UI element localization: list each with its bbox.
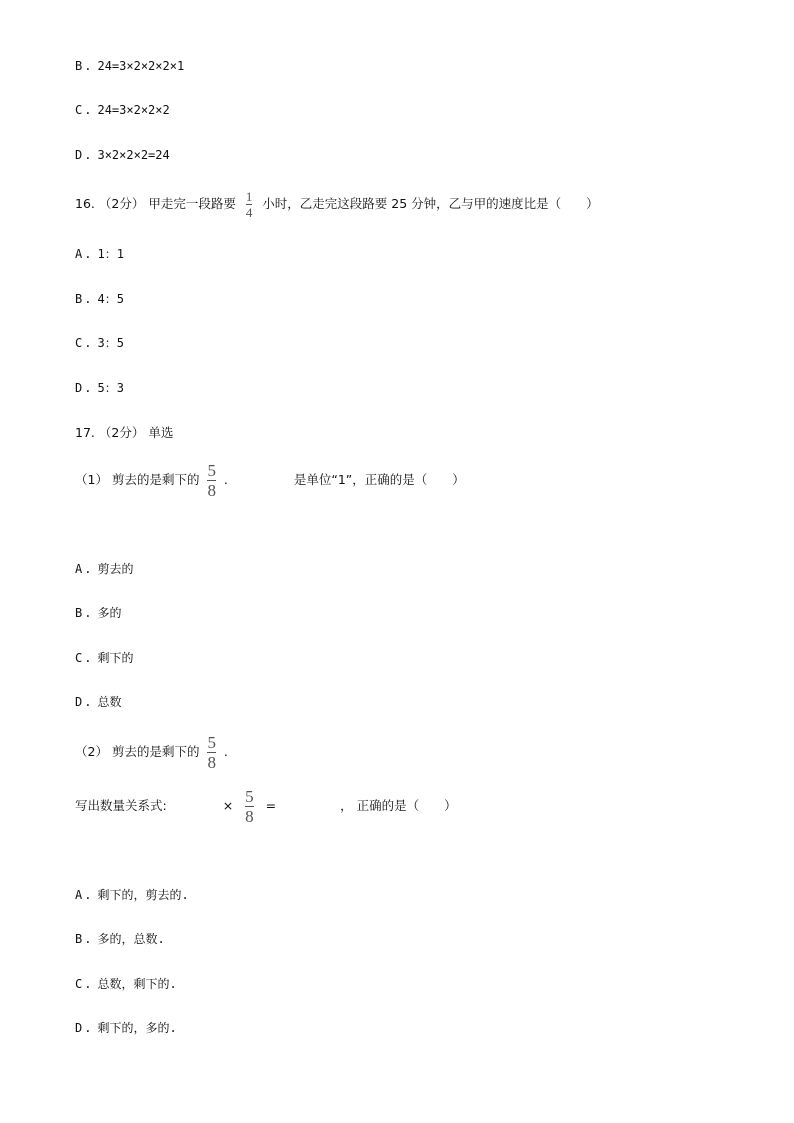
option-d[interactable]: D . 5：3: [75, 381, 124, 395]
option-letter: A: [75, 247, 83, 261]
sub-question-dot: .: [223, 472, 228, 487]
option-text: 剩下的，剪去的.: [97, 888, 189, 902]
question-16: [75, 190, 599, 219]
option-text: 总数: [97, 695, 122, 709]
option-d[interactable]: D . 剩下的，多的.: [75, 1021, 177, 1035]
option-letter: D: [75, 381, 83, 395]
option-text: 剩下的: [97, 651, 134, 665]
option-d[interactable]: D . 总数: [75, 695, 122, 709]
sub-question-1: [75, 462, 465, 499]
question-score: （2分）: [98, 425, 145, 440]
option-d[interactable]: D . 3×2×2×2=24: [75, 148, 170, 162]
option-text: 3：5: [97, 336, 124, 350]
sub-question-label: （1）: [75, 472, 108, 487]
question-score: （2分）: [98, 196, 145, 211]
option-text: 1：1: [97, 247, 124, 261]
option-letter: B: [75, 606, 83, 620]
question-number: 17.: [75, 425, 95, 440]
question-text-before: 甲走完一段路要: [148, 196, 236, 211]
option-letter: A: [75, 562, 83, 576]
option-letter: D: [75, 695, 83, 709]
option-letter: A: [75, 888, 83, 902]
option-letter: D: [75, 1021, 83, 1035]
fraction-five-eighths: $\frac{5}{8}$: [207, 733, 216, 772]
option-b[interactable]: B . 24=3×2×2×2×1: [75, 59, 185, 73]
option-a[interactable]: A . 1：1: [75, 247, 124, 261]
option-a[interactable]: A . 剩下的，剪去的.: [75, 888, 189, 902]
option-text: 5：3: [97, 381, 124, 395]
sub-question-dot: .: [223, 744, 228, 759]
option-text: 多的: [97, 606, 122, 620]
option-letter: D: [75, 148, 83, 162]
option-letter: B: [75, 292, 83, 306]
option-text: 总数，剩下的.: [97, 977, 177, 991]
sub-question-label: （2）: [75, 744, 108, 759]
option-b[interactable]: B . 多的，总数.: [75, 932, 165, 946]
question-17: [75, 423, 173, 441]
option-text: 4：5: [97, 292, 124, 306]
sub-question-2: [75, 734, 228, 771]
sub-question-text-after: 是单位“1”，正确的是（ ）: [293, 472, 465, 487]
option-c[interactable]: C . 剩下的: [75, 651, 134, 665]
option-text: 剪去的: [97, 562, 134, 576]
option-text: 多的，总数.: [97, 932, 165, 946]
option-letter: C: [75, 977, 83, 991]
equals-sign: =: [265, 798, 277, 813]
option-a[interactable]: A . 剪去的: [75, 562, 134, 576]
question-text-after: 小时，乙走完这段路要 25 分钟，乙与甲的速度比是（ ）: [262, 196, 599, 211]
option-letter: C: [75, 336, 83, 350]
fraction-one-quarter: $\frac{1}{4}$: [245, 189, 253, 220]
option-text: 24=3×2×2×2×1: [97, 59, 185, 73]
option-c[interactable]: C . 总数，剩下的.: [75, 977, 177, 991]
question-number: 16.: [75, 196, 95, 211]
option-b[interactable]: B . 4：5: [75, 292, 124, 306]
option-c[interactable]: C . 24=3×2×2×2: [75, 103, 170, 117]
sub-question-text-before: 剪去的是剩下的: [111, 472, 200, 487]
times-sign: ×: [222, 798, 234, 813]
option-letter: B: [75, 59, 83, 73]
option-letter: B: [75, 932, 83, 946]
option-b[interactable]: B . 多的: [75, 606, 122, 620]
relation-label: 写出数量关系式:: [75, 798, 167, 813]
fraction-five-eighths: $\frac{5}{8}$: [207, 461, 216, 500]
sub-question-text-before: 剪去的是剩下的: [111, 744, 200, 759]
option-letter: C: [75, 651, 83, 665]
option-text: 3×2×2×2=24: [97, 148, 170, 162]
relation-text-after: ， 正确的是（ ）: [340, 798, 457, 813]
option-text: 剩下的，多的.: [97, 1021, 177, 1035]
option-c[interactable]: C . 3：5: [75, 336, 124, 350]
option-text: 24=3×2×2×2: [97, 103, 170, 117]
fraction-five-eighths: $\frac{5}{8}$: [245, 787, 254, 826]
option-letter: C: [75, 103, 83, 117]
question-type: 单选: [148, 425, 174, 440]
relation-line: [75, 788, 457, 825]
